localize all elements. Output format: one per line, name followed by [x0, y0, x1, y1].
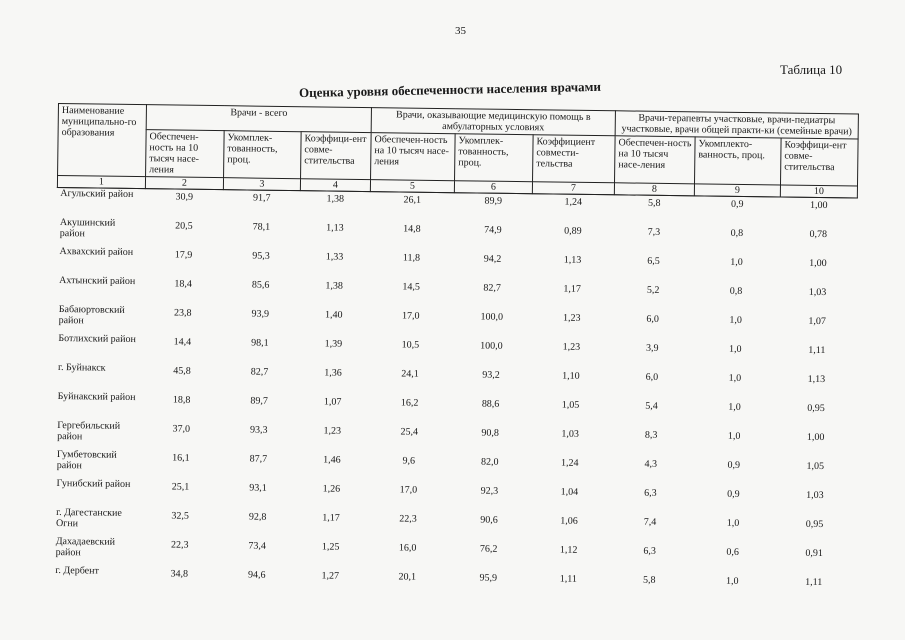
table-cell: 16,1 [172, 452, 190, 464]
table-cell: 1,17 [322, 512, 340, 524]
table-title: Оценка уровня обеспеченности населения врачами [298, 78, 602, 101]
district-name: Ботлихский район [58, 333, 136, 346]
doctors-table [52, 103, 858, 604]
table-cell: 17,0 [399, 484, 418, 496]
table-cell: 90,8 [481, 427, 500, 439]
header-g2-staffing: Укомплек-тованность, проц. [455, 134, 534, 182]
table-cell: 1,11 [808, 344, 826, 357]
table-cell: 94,6 [248, 569, 266, 581]
table-cell: 1,11 [559, 573, 577, 585]
table-cell: 1,03 [808, 286, 827, 299]
table-cell: 5,8 [647, 197, 661, 209]
table-cell: 1,25 [321, 541, 340, 553]
header-name-column: Наименование муниципально-го образования [58, 104, 147, 177]
table-cell: 93,3 [249, 424, 268, 436]
table-cell: 7,4 [643, 516, 657, 528]
column-number: 7 [532, 182, 614, 195]
table-cell: 0,6 [726, 546, 739, 558]
table-cell: 16,2 [400, 397, 419, 409]
table-cell: 0,9 [727, 459, 741, 471]
table-cell: 1,0 [725, 575, 739, 587]
table-cell: 0,9 [727, 488, 740, 500]
table-cell: 1,11 [805, 576, 823, 589]
table-cell: 6,5 [647, 255, 660, 267]
table-cell: 1,27 [321, 570, 340, 582]
table-cell: 17,0 [401, 310, 420, 322]
table-cell: 98,1 [251, 337, 269, 349]
table-cell: 14,5 [402, 281, 420, 293]
column-number: 1 [57, 176, 145, 189]
table-cell: 1,00 [809, 199, 828, 212]
table-cell: 1,24 [564, 196, 583, 208]
table-cell: 82,0 [481, 456, 499, 468]
table-cell: 1,23 [562, 341, 581, 353]
table-cell: 92,3 [480, 485, 499, 497]
table-cell: 37,0 [172, 423, 191, 435]
district-name: Агульский район [60, 188, 134, 200]
header-g3-staffing: Укомплекто-ванность, проц. [694, 137, 781, 185]
header-g3-coefficient: Коэффици-ент совме-стительства [780, 138, 858, 186]
table-cell: 1,05 [561, 399, 580, 411]
table-cell: 1,23 [323, 425, 342, 437]
table-cell: 76,2 [479, 543, 498, 555]
table-cell: 1,23 [562, 312, 581, 324]
table-cell: 20,5 [175, 220, 193, 232]
district-name: Бабаюртовский район [58, 304, 125, 327]
table-cell: 0,9 [730, 198, 744, 210]
table-cell: 100,0 [480, 311, 504, 323]
table-cell: 30,9 [175, 191, 194, 203]
table-cell: 0,78 [809, 228, 828, 241]
table-cell: 25,4 [400, 426, 419, 438]
table-cell: 9,6 [402, 455, 416, 467]
table-label: Таблица 10 [780, 62, 843, 77]
table-cell: 34,8 [170, 568, 189, 580]
table-cell: 16,0 [398, 542, 417, 554]
table-cell: 1,0 [730, 256, 743, 268]
header-g1-coefficient: Коэффици-ент совме-стительства [301, 132, 372, 180]
table-cell: 0,95 [805, 518, 824, 531]
district-name: Буйнакский район [57, 391, 136, 404]
table-cell: 3,9 [646, 342, 659, 354]
table-cell: 87,7 [249, 453, 268, 465]
table-cell: 1,39 [324, 338, 343, 350]
table-cell: 1,13 [326, 222, 344, 234]
table-cell: 22,3 [399, 513, 417, 525]
column-number: 5 [370, 180, 454, 193]
district-name: Ахтынский район [59, 275, 136, 288]
table-cell: 32,5 [171, 510, 189, 522]
table-cell: 1,24 [561, 457, 579, 469]
table-cell: 8,3 [644, 429, 658, 441]
table-cell: 93,9 [251, 308, 270, 320]
table-cell: 1,38 [326, 193, 345, 205]
table-cell: 18,8 [172, 394, 191, 406]
column-number: 6 [454, 181, 532, 194]
table-cell: 92,8 [248, 511, 267, 523]
table-cell: 88,6 [481, 398, 500, 410]
district-name: г. Дербент [55, 565, 99, 577]
table-cell: 90,6 [480, 514, 498, 526]
table-cell: 6,3 [644, 487, 657, 499]
table-cell: 1,12 [559, 544, 578, 556]
header-g1-staffing: Укомплек-тованность, проц. [224, 131, 302, 179]
table-cell: 6,0 [645, 371, 659, 383]
table-cell: 22,3 [170, 539, 189, 551]
table-cell: 1,26 [322, 483, 341, 495]
table-cell: 1,0 [729, 314, 743, 326]
table-cell: 1,13 [563, 254, 582, 266]
district-name: Гунибский район [56, 478, 131, 490]
table-cell: 10,5 [401, 339, 420, 351]
table-cell: 93,2 [482, 369, 500, 381]
table-cell: 1,0 [728, 401, 741, 413]
table-cell: 1,0 [729, 343, 742, 355]
table-cell: 95,9 [479, 572, 498, 584]
table-body [52, 187, 857, 604]
table-cell: 25,1 [171, 481, 190, 493]
table-cell: 89,7 [250, 395, 268, 407]
table-cell: 11,8 [402, 252, 421, 264]
table-cell: 74,9 [484, 224, 502, 236]
header-g3-provision: Обеспечен-ность на 10 тысяч насе-ления [615, 136, 696, 184]
table-cell: 1,05 [806, 460, 825, 473]
table-cell: 1,04 [560, 486, 579, 498]
column-number: 3 [223, 178, 300, 191]
district-name: Акушинский район [59, 217, 116, 240]
table-cell: 1,40 [324, 309, 343, 321]
table-cell: 1,33 [325, 251, 344, 263]
table-cell: 1,0 [728, 372, 742, 384]
table-cell: 6,0 [646, 313, 660, 325]
table-cell: 1,36 [324, 367, 342, 379]
table-cell: 93,1 [249, 482, 267, 494]
table-cell: 1,13 [807, 373, 826, 386]
table-cell: 82,7 [483, 282, 501, 294]
table-cell: 78,1 [252, 221, 271, 233]
table-cell: 6,3 [643, 545, 657, 557]
table-cell: 17,9 [174, 249, 193, 261]
header-g1-provision: Обеспечен-ность на 10 тысяч насе-ления [146, 130, 225, 178]
table-cell: 45,8 [173, 365, 191, 377]
table-cell: 1,07 [808, 315, 827, 328]
table-cell: 4,3 [644, 458, 658, 470]
table-cell: 1,03 [561, 428, 580, 440]
page-number: 35 [455, 25, 466, 37]
table-cell: 5,8 [642, 574, 656, 586]
table-cell: 1,10 [562, 370, 580, 382]
table-cell: 1,00 [806, 431, 825, 444]
table-cell: 0,91 [805, 547, 823, 560]
header-group-all-doctors: Врачи - всего [146, 105, 371, 133]
table-cell: 14,4 [173, 336, 192, 348]
district-name: Гумбетовский район [56, 449, 117, 472]
table-cell: 26,1 [403, 194, 422, 206]
table-cell: 89,9 [484, 195, 503, 207]
table-cell: 73,4 [248, 540, 267, 552]
table-cell: 91,7 [252, 192, 271, 204]
table-cell: 5,2 [646, 284, 660, 296]
table-cell: 18,4 [174, 278, 192, 290]
table-cell: 23,8 [173, 307, 192, 319]
table-cell: 5,4 [645, 400, 658, 412]
header-group-ambulatory: Врачи, оказывающие медицинскую помощь в амбулаторных условиях [371, 108, 615, 136]
column-number: 4 [300, 179, 370, 192]
column-number: 2 [145, 177, 223, 190]
table-cell: 14,8 [403, 223, 421, 235]
district-name: г. Буйнакск [57, 362, 106, 374]
district-name: Дахадаевский район [55, 536, 116, 559]
table-cell: 100,0 [480, 340, 503, 352]
district-name: Ахвахский район [59, 246, 134, 258]
table-cell: 0,8 [729, 285, 743, 297]
table-cell: 1,17 [563, 283, 581, 295]
table-cell: 82,7 [250, 366, 269, 378]
table-cell: 1,0 [726, 517, 740, 529]
table-cell: 1,06 [560, 515, 578, 527]
table-cell: 95,3 [252, 250, 270, 262]
table-cell: 0,8 [730, 227, 744, 239]
district-name: г. Дагестанские Огни [55, 507, 122, 530]
table-cell: 1,46 [323, 454, 341, 466]
table-cell: 94,2 [483, 253, 502, 265]
district-name: Гергебильский район [57, 420, 121, 443]
table-cell: 1,0 [727, 430, 741, 442]
header-g2-provision: Обеспечен-ность на 10 тысяч насе-ления [371, 133, 456, 181]
table-cell: 20,1 [398, 571, 417, 583]
table-cell: 24,1 [401, 368, 419, 380]
column-number: 9 [694, 184, 780, 197]
table-cell: 1,38 [325, 280, 343, 292]
header-group-district-therapists: Врачи-терапевты участковые, врачи-педиатры участковые, врачи общей практи-ки (семейные врачи) [615, 111, 858, 139]
table-cell: 0,89 [564, 225, 582, 237]
column-number: 8 [614, 183, 694, 196]
table-cell: 1,00 [809, 257, 827, 270]
table-cell: 0,95 [807, 402, 825, 415]
table-cell: 85,6 [251, 279, 270, 291]
table-cell: 7,3 [647, 226, 661, 238]
column-number: 10 [780, 185, 857, 198]
table-cell: 1,07 [323, 396, 342, 408]
table-cell: 1,03 [806, 489, 824, 502]
header-g2-coefficient: Коэффициент совмести-тельства [533, 135, 616, 183]
